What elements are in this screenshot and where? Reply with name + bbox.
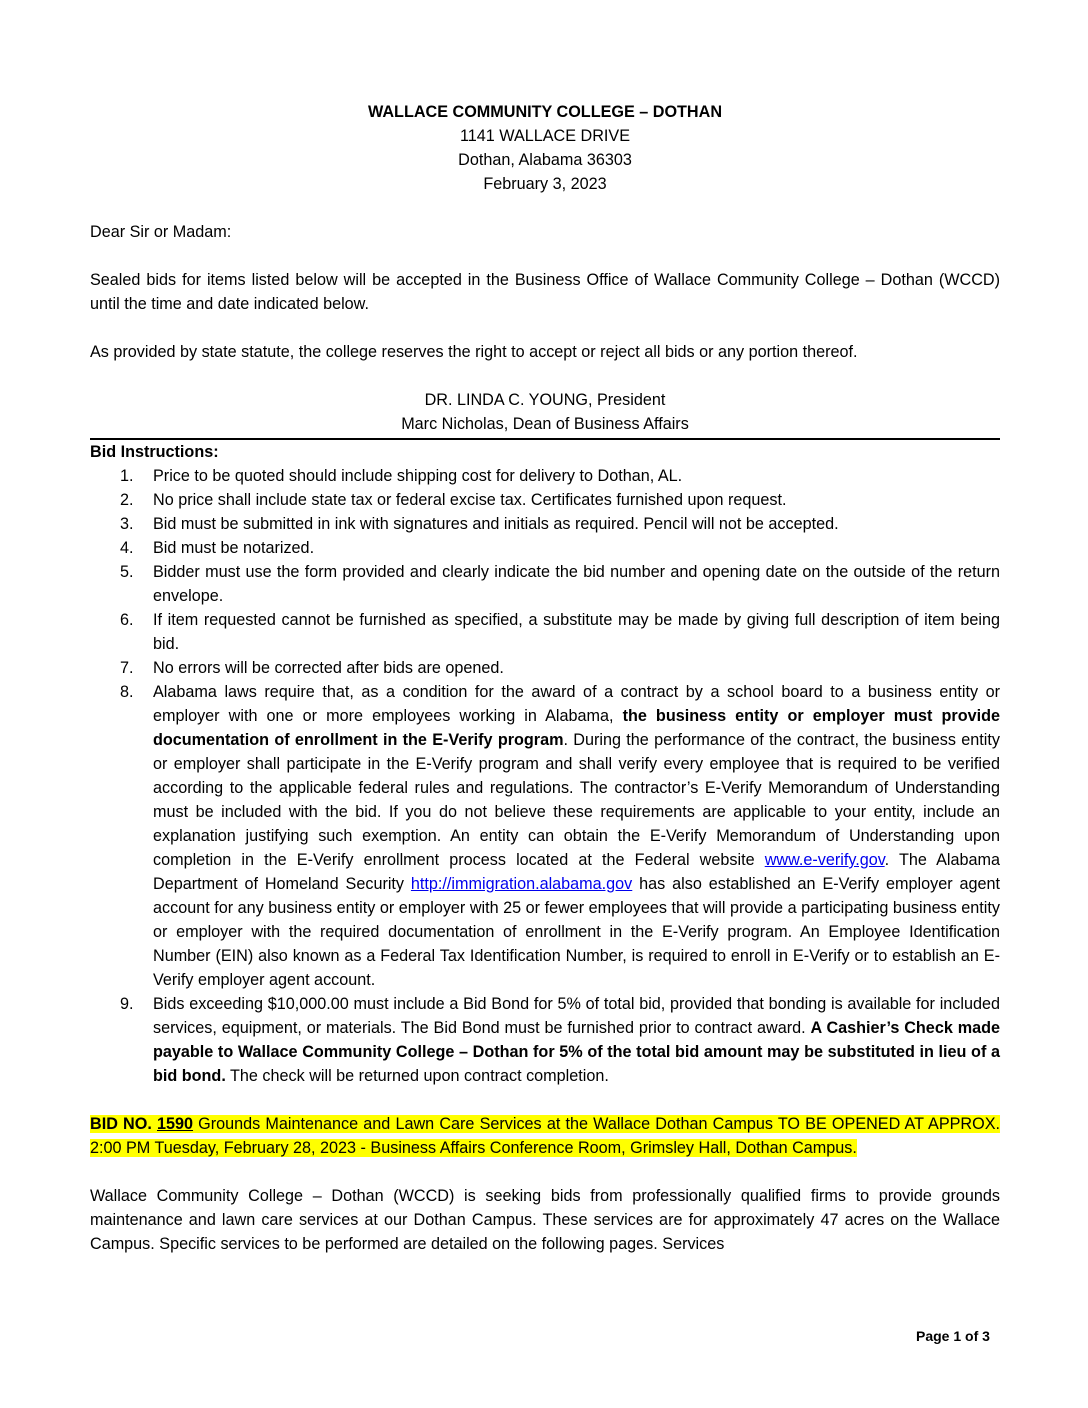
statute-paragraph: As provided by state statute, the college reserves the right to accept or reject all bids or any portion thereof. — [90, 343, 858, 361]
letterhead — [90, 100, 1000, 196]
list-item: 4. Bid must be notarized. — [120, 539, 315, 557]
instructions-list — [90, 464, 1000, 1088]
bid-description: Grounds Maintenance and Lawn Care Services at the Wallace Dothan Campus TO BE OPENED AT APPROX. 2:00 PM Tuesday, February 28, 2023 - Business Affairs Conference Room, Grimsley Hall, Dothan Campus. — [90, 1115, 1000, 1157]
page-number: Page 1 of 3 — [916, 1328, 990, 1344]
list-item: 2. No price shall include state tax or federal excise tax. Certificates furnished upon request. — [120, 491, 787, 509]
bid-number: 1590 — [157, 1115, 194, 1133]
everify-link[interactable]: www.e-verify.gov — [764, 851, 885, 869]
bid-notice — [90, 1112, 1000, 1160]
letter-date: February 3, 2023 — [483, 175, 607, 193]
intro-paragraph: Sealed bids for items listed below will be accepted in the Business Office of Wallace Community College – Dothan (WCCD) until the time and date indicated below. — [90, 271, 1000, 313]
list-item: 3. Bid must be submitted in ink with signatures and initials as required. Pencil will not be accepted. — [120, 515, 839, 533]
dean-line: Marc Nicholas, Dean of Business Affairs — [401, 415, 689, 433]
document-page — [90, 100, 1000, 1256]
signatories — [90, 388, 1000, 436]
list-item-bid-bond: 9. Bids exceeding $10,000.00 must include a Bid Bond for 5% of total bid, provided that bonding is available for included services, equipment, or materials. The Bid Bond must be furnished prior to contract award. A Cashier’s Check made payable to Wallace Community College – Dothan for 5% of the total bid amount may be substituted in lieu of a bid bond. The check will be returned upon contract completion. — [120, 995, 1000, 1085]
street-address: 1141 WALLACE DRIVE — [459, 127, 631, 145]
president-line: DR. LINDA C. YOUNG, President — [424, 391, 666, 409]
list-item: 6. If item requested cannot be furnished as specified, a substitute may be made by giving full description of item being bid. — [120, 611, 1000, 653]
list-item: 1. Price to be quoted should include shipping cost for delivery to Dothan, AL. — [120, 467, 683, 485]
bid-label: BID NO. — [90, 1115, 157, 1133]
instructions-title: Bid Instructions: — [90, 443, 219, 461]
city-state-zip: Dothan, Alabama 36303 — [458, 151, 632, 169]
closing-paragraph: Wallace Community College – Dothan (WCCD) is seeking bids from professionally qualified firms to provide grounds maintenance and lawn care services at our Dothan Campus. These services are for approximately 47 acres on the Wallace Campus. Specific services to be performed are detailed on the following pages. Services — [90, 1187, 1000, 1253]
org-name: WALLACE COMMUNITY COLLEGE – DOTHAN — [367, 103, 723, 121]
list-item-everify: 8. Alabama laws require that, as a condition for the award of a contract by a school board to a business entity or employer with one or more employees working in Alabama, the business entity or employer must provide documentation of enrollment in the E-Verify program. During the performance of the contract, the business entity or employer shall participate in the E-Verify program and shall verify every employee that is required to be verified according to the applicable federal rules and regulations. The contractor’s E-Verify Memorandum of Understanding must be included with the bid. If you do not believe these requirements are applicable to your entity, include an explanation justifying such exemption. An entity can obtain the E-Verify Memorandum of Understanding upon completion in the E-Verify enrollment process located at the Federal website www.e-verify.gov. The Alabama Department of Homeland Security http://immigration.alabama.gov has also established an E-Verify employer agent account for any business entity or employer with 25 or fewer employees that will provide a participating business entity or employer with the required documentation of enrollment in the E-Verify program. An Employee Identification Number (EIN) also known as a Federal Tax Identification Number, is required to enroll in E-Verify or to establish an E-Verify employer agent account. — [120, 683, 1000, 989]
list-item: 5. Bidder must use the form provided and clearly indicate the bid number and opening date on the outside of the return envelope. — [120, 563, 1000, 605]
salutation: Dear Sir or Madam: — [90, 223, 232, 241]
list-item: 7. No errors will be corrected after bids are opened. — [120, 659, 504, 677]
immigration-link[interactable]: http://immigration.alabama.gov — [410, 875, 633, 893]
